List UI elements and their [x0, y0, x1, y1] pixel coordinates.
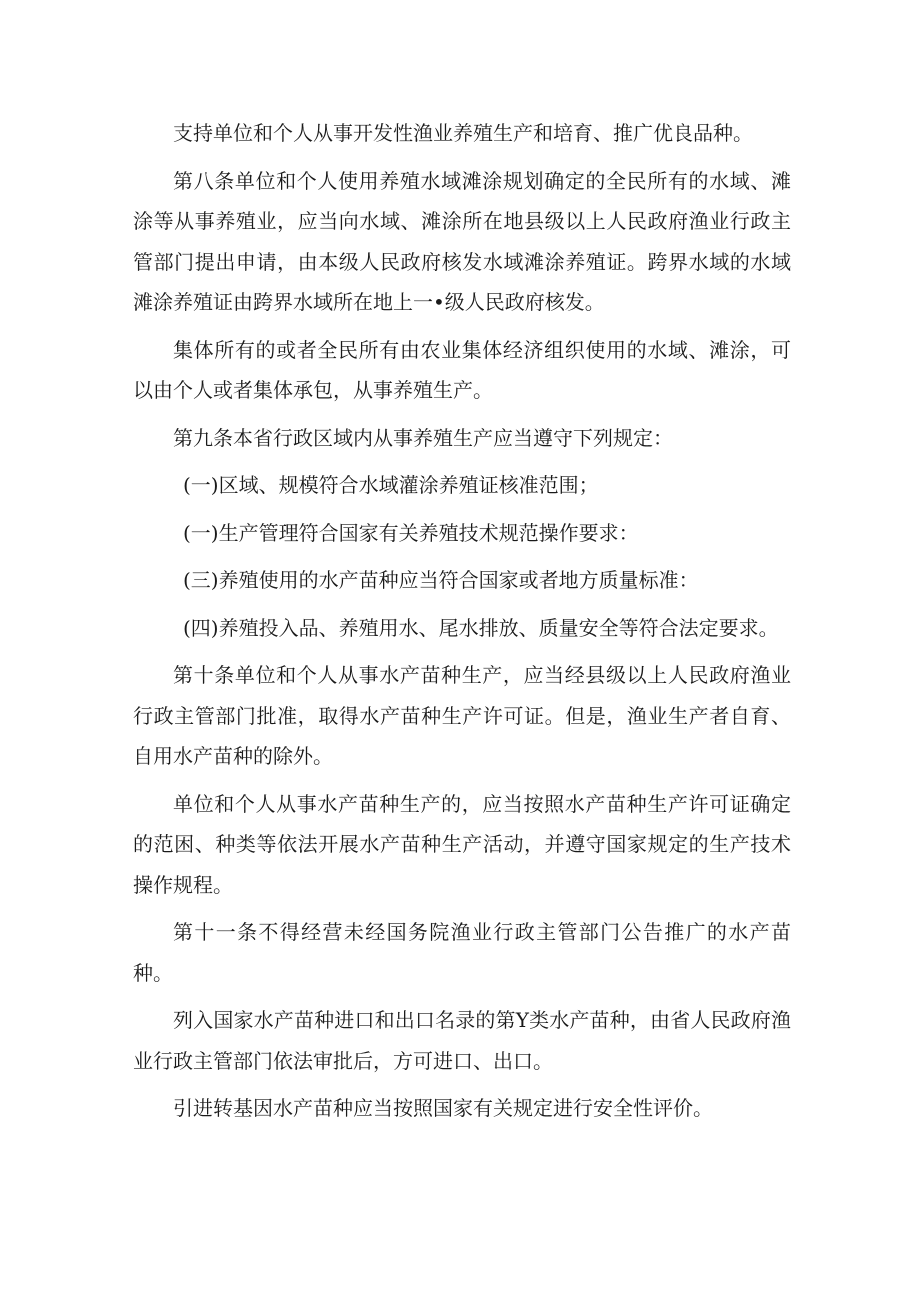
article-9-item-1: (一)区域、规模符合水域灌涂养殖证核准范围；	[183, 473, 599, 497]
paragraph: 支持单位和个人从事开发性渔业养殖生产和培育、推广优良品种。	[173, 121, 753, 145]
paragraph: 单位和个人从事水产苗种生产的，应当按照水产苗种生产许可证确定的范困、种类等依法开展水产苗种生产活动，并遵守国家规定的生产技术操作规程。	[133, 791, 791, 897]
article-9-item-3: (三)养殖使用的水产苗种应当符合国家或者地方质量标准：	[183, 568, 699, 592]
article-9-paragraph: 第九条本省行政区域内从事养殖生产应当遵守下列规定：	[173, 425, 673, 450]
paragraph: 引进转基因水产苗种应当按照国家有关规定进行安全性评价。	[173, 1096, 713, 1120]
article-10-paragraph: 第十条单位和个人从事水产苗种生产，应当经县级以上人民政府渔业行政主管部门批准，取得水产苗种生产许可证。但是，渔业生产者自育、自用水产苗种的除外。	[133, 663, 791, 768]
paragraph: 集体所有的或者全民所有由农业集体经济组织使用的水域、滩涂，可以由个人或者集体承包，从事养殖生产。	[133, 337, 791, 402]
article-8-paragraph: 第八条单位和个人使用养殖水域滩涂规划确定的全民所有的水域、滩涂等从事养殖业，应当向水域、滩涂所在地县级以上人民政府渔业行政主管部门提出申请，由本级人民政府核发水域滩涂养殖证。跨界水域的水域滩涂养殖证由跨界水域所在地上一•级人民政府核发。	[133, 168, 791, 314]
article-11-paragraph: 第十一条不得经营未经国务院渔业行政主管部门公告推广的水产苗种。	[133, 920, 791, 985]
paragraph: 列入国家水产苗种进口和出口名录的第Y类水产苗种，由省人民政府渔业行政主管部门依法审批后，方可进口、出口。	[133, 1008, 791, 1073]
document-body	[133, 113, 791, 1129]
article-9-item-4: (四)养殖投入品、养殖用水、尾水排放、质量安全等符合法定要求。	[183, 615, 779, 640]
article-9-item-2: (一)生产管理符合国家有关养殖技术规范操作要求：	[183, 520, 639, 545]
